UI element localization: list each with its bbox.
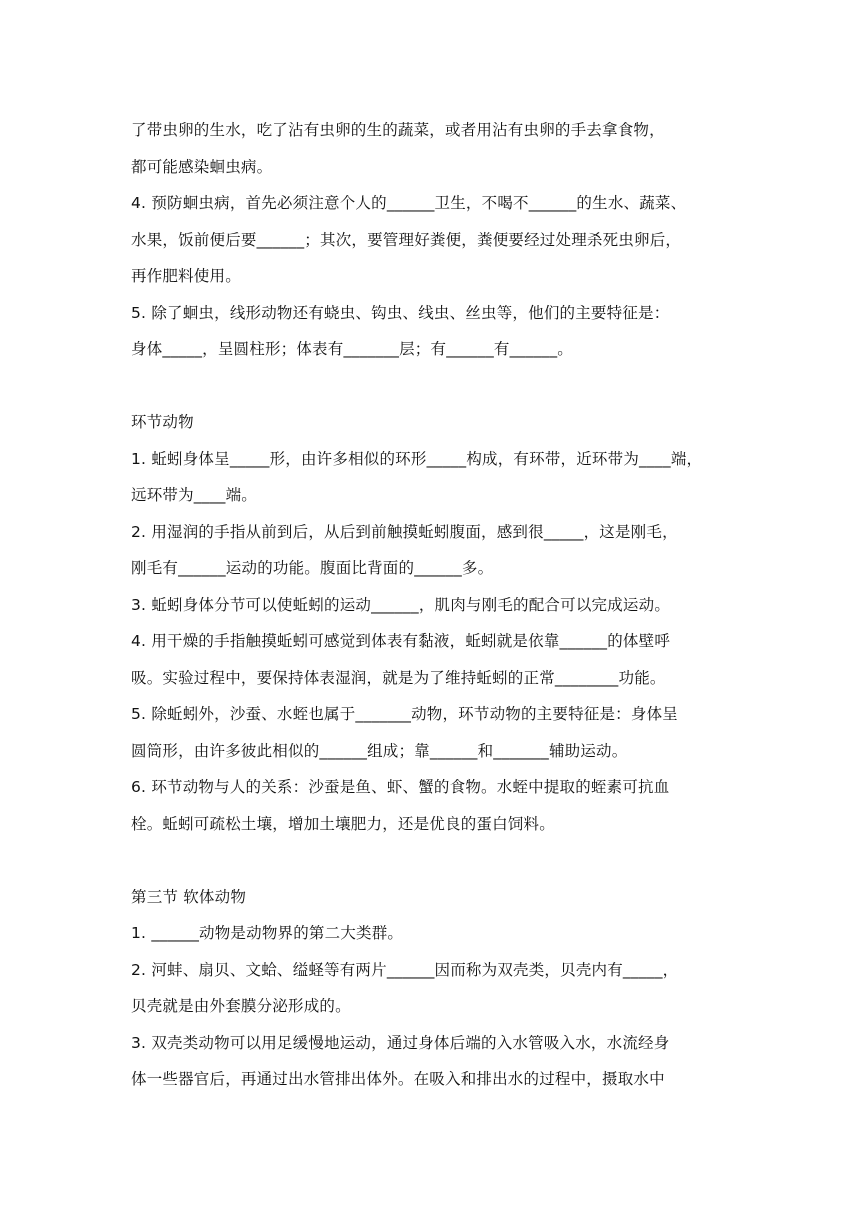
document-page [131,112,737,1098]
blank-line [131,842,737,879]
text-line: 1. ______动物是动物界的第二大类群。 [131,924,404,942]
text-line: 远环带为____端。 [131,486,258,504]
text-line: 3. 蚯蚓身体分节可以使蚯蚓的运动______，肌肉与刚毛的配合可以完成运动。 [131,595,671,614]
text-line: 3. 双壳类动物可以用足缓慢地运动，通过身体后端的入水管吸入水，水流经身 [131,1033,670,1052]
text-line: 5. 除蚯蚓外，沙蚕、水蛭也属于_______动物，环节动物的主要特征是：身体呈 [131,705,678,723]
text-line: 6. 环节动物与人的关系：沙蚕是鱼、虾、蟹的食物。水蛭中提取的蛭素可抗血 [131,778,670,796]
text-line: 体一些器官后，再通过出水管排出体外。在吸入和排出水的过程中，摄取水中 [131,1070,665,1088]
text-line: 再作肥料使用。 [131,267,241,285]
text-line: 了带虫卵的生水，吃了沾有虫卵的生的蔬菜，或者用沾有虫卵的手去拿食物， [131,121,665,139]
text-line: 2. 用湿润的手指从前到后，从后到前触摸蚯蚓腹面，感到很_____，这是刚毛， [131,522,678,541]
text-line: 2. 河蚌、扇贝、文蛤、缢蛏等有两片______因而称为双壳类，贝壳内有_____， [131,960,679,979]
section-heading: 环节动物 [131,413,194,431]
text-line: 水果，饭前便后要______；其次，要管理好粪便，粪便要经过处理杀死虫卵后， [131,230,682,249]
blank-line [131,368,737,405]
text-line: 贝壳就是由外套膜分泌形成的。 [131,997,351,1015]
text-line: 吸。实验过程中，要保持体表湿润，就是为了维持蚯蚓的正常________功能。 [131,668,666,687]
text-line: 身体_____，呈圆柱形；体表有_______层；有______有______。 [131,340,574,358]
text-line: 4. 用干燥的手指触摸蚯蚓可感觉到体表有黏液，蚯蚓就是依靠______的体壁呼 [131,632,671,650]
text-line: 都可能感染蛔虫病。 [131,157,273,176]
section-heading: 第三节 软体动物 [131,887,247,906]
text-line: 5. 除了蛔虫，线形动物还有蛲虫、钩虫、线虫、丝虫等，他们的主要特征是： [131,303,670,322]
text-line: 栓。蚯蚓可疏松土壤，增加土壤肥力，还是优良的蛋白饲料。 [131,814,555,833]
text-line: 刚毛有______运动的功能。腹面比背面的______多。 [131,559,494,577]
text-line: 1. 蚯蚓身体呈_____形，由许多相似的环形_____构成，有环带，近环带为____端， [131,449,703,468]
text-line: 4. 预防蛔虫病，首先必须注意个人的______卫生，不喝不______的生水、蔬菜、 [131,194,687,212]
text-line: 圆筒形，由许多彼此相似的______组成；靠______和_______辅助运动。 [131,741,628,760]
